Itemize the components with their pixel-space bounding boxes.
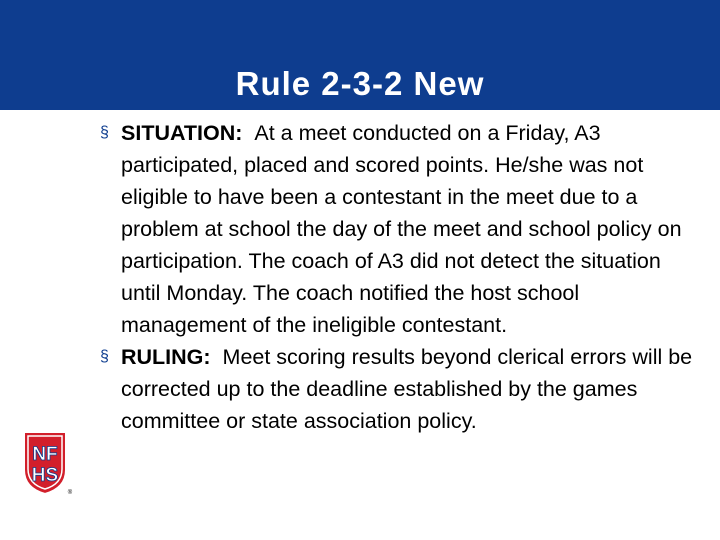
bullet-situation (100, 117, 700, 341)
bullet-body: At a meet conducted on a Friday, A3 participated, placed and scored points. He/she was not eligible to have been a contestant in the meet due to a problem at school the day of the meet and school policy on participation. The coach of A3 did not detect the situation until Monday. The coach notified the host school management of the ineligible contestant. (121, 121, 682, 337)
svg-text:HS: HS (31, 465, 59, 486)
bullet-heading: SITUATION: (121, 121, 243, 145)
bullet-body: Meet scoring results beyond clerical errors will be corrected up to the deadline established by the games committee or state association policy. (121, 345, 693, 433)
svg-text:®: ® (67, 490, 73, 496)
svg-text:NF: NF (32, 444, 58, 465)
bullet-list (100, 117, 700, 437)
slide-title: Rule 2-3-2 New (235, 65, 485, 102)
bullet-marker-icon: § (100, 348, 109, 365)
bullet-marker-icon: § (100, 124, 109, 141)
nfhs-logo (22, 430, 74, 496)
bullet-ruling (100, 341, 700, 437)
bullet-heading: RULING: (121, 345, 211, 369)
